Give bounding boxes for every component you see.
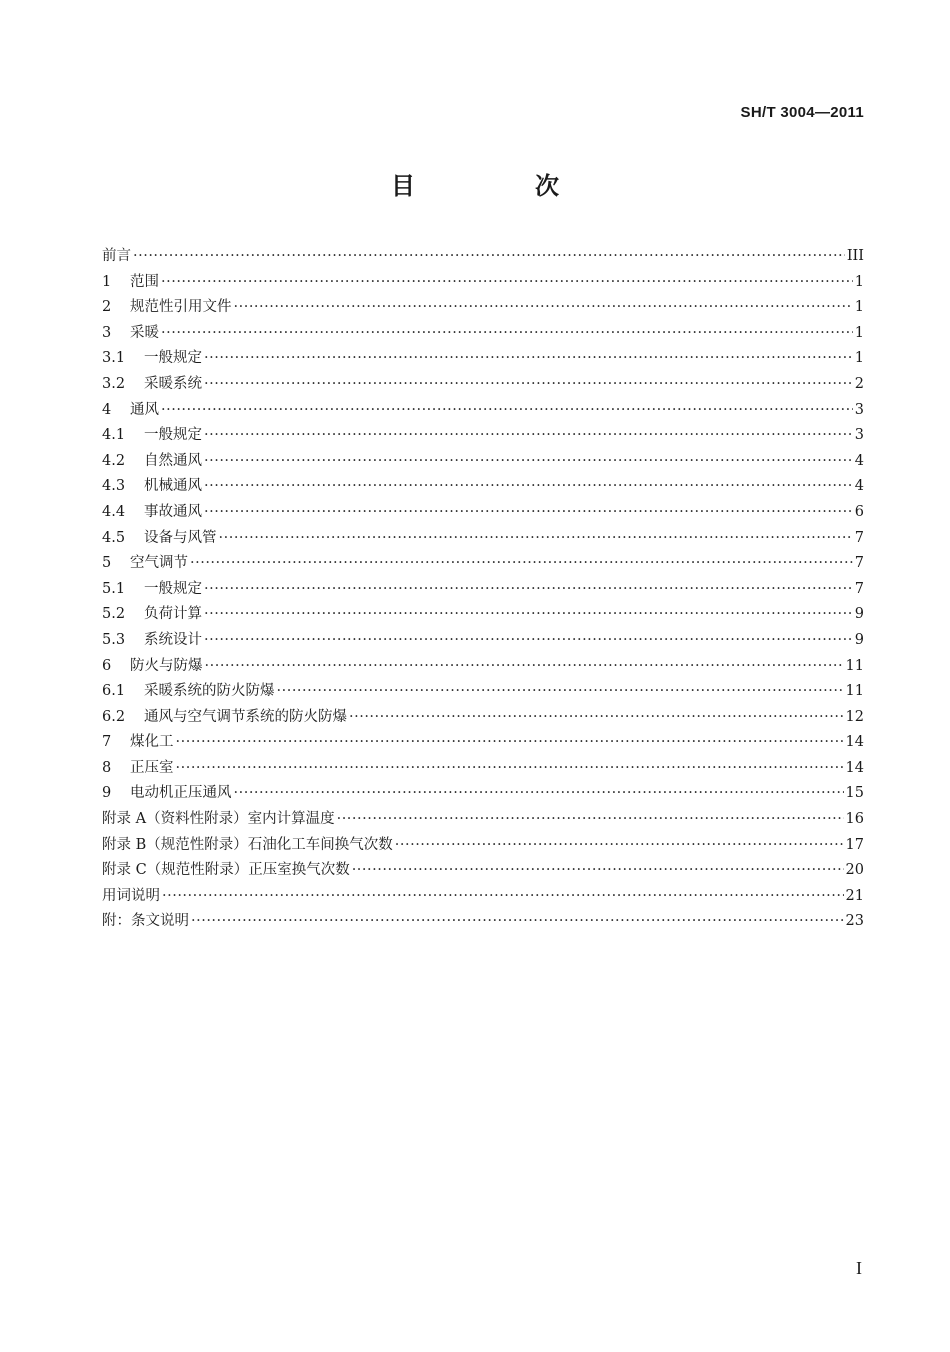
toc-entry[interactable]	[102, 372, 864, 398]
standard-code: SH/T 3004—2011	[740, 104, 864, 121]
toc-entry-number: 7	[102, 734, 112, 751]
toc-entry-number: 2	[102, 299, 112, 316]
toc-entry[interactable]	[102, 858, 864, 884]
toc-leader	[161, 274, 853, 290]
toc-entry[interactable]	[102, 474, 864, 500]
toc-entry-number: 3.2	[102, 375, 126, 392]
toc-entry-title: 负荷计算	[144, 606, 202, 623]
toc-entry-number: 4.4	[102, 503, 126, 520]
toc-leader	[234, 299, 853, 315]
toc-entry-title: 附：条文说明	[102, 913, 189, 930]
toc-entry-page: 9	[854, 631, 864, 648]
toc-entry-title: 正压室	[130, 759, 174, 776]
toc-leader	[234, 785, 844, 801]
toc-entry-page: 15	[845, 785, 864, 802]
toc-entry-number: 5.3	[102, 631, 126, 648]
toc-leader	[204, 453, 853, 469]
toc-entry-title: 机械通风	[144, 478, 202, 495]
toc-entry[interactable]	[102, 654, 864, 680]
toc-entry-number: 6.2	[102, 708, 126, 725]
toc-entry-number: 4.2	[102, 452, 126, 469]
toc-leader	[205, 658, 844, 674]
toc-entry-title: 附录 B（规范性附录）石油化工车间换气次数	[102, 836, 393, 853]
toc-entry-page: 23	[845, 913, 864, 930]
table-of-contents	[102, 244, 864, 935]
toc-entry-page: 14	[845, 759, 864, 776]
toc-entry-title: 一般规定	[144, 580, 202, 597]
toc-leader	[204, 350, 853, 366]
toc-entry-number: 8	[102, 759, 112, 776]
page-number: I	[856, 1258, 862, 1278]
toc-entry-title: 一般规定	[144, 350, 202, 367]
toc-leader	[191, 913, 844, 929]
toc-entry-page: 3	[854, 427, 864, 444]
toc-entry-page: III	[846, 248, 864, 264]
toc-leader	[352, 862, 844, 878]
toc-entry[interactable]	[102, 909, 864, 935]
toc-leader	[176, 734, 844, 750]
toc-entry-title: 通风与空气调节系统的防火防爆	[144, 708, 347, 725]
toc-entry[interactable]	[102, 577, 864, 603]
toc-entry-number: 5.2	[102, 606, 126, 623]
toc-entry-page: 20	[845, 862, 864, 879]
toc-entry[interactable]	[102, 705, 864, 731]
toc-entry[interactable]	[102, 244, 864, 270]
toc-entry[interactable]	[102, 781, 864, 807]
toc-leader	[395, 837, 844, 853]
toc-entry[interactable]	[102, 628, 864, 654]
toc-entry-title: 通风	[130, 401, 159, 418]
toc-entry-page: 4	[854, 452, 864, 469]
toc-entry-page: 14	[845, 734, 864, 751]
toc-entry-title: 电动机正压通风	[130, 785, 232, 802]
toc-leader	[204, 504, 853, 520]
toc-entry[interactable]	[102, 270, 864, 296]
toc-entry[interactable]	[102, 449, 864, 475]
toc-entry-page: 2	[854, 375, 864, 392]
toc-entry-number: 6.1	[102, 683, 126, 700]
toc-leader	[176, 760, 844, 776]
toc-entry-number: 3.1	[102, 350, 126, 367]
toc-entry-title: 附录 C（规范性附录）正压室换气次数	[102, 862, 350, 879]
toc-entry-page: 12	[845, 708, 864, 725]
toc-entry[interactable]	[102, 295, 864, 321]
toc-entry-title: 附录 A（资料性附录）室内计算温度	[102, 811, 335, 828]
toc-entry-number: 5	[102, 555, 112, 572]
toc-entry-page: 7	[854, 529, 864, 546]
toc-leader	[349, 709, 844, 725]
toc-entry-title: 空气调节	[130, 555, 188, 572]
toc-entry-title: 采暖系统的防火防爆	[144, 683, 275, 700]
toc-entry-number: 1	[102, 273, 112, 290]
toc-entry[interactable]	[102, 884, 864, 910]
toc-leader	[161, 325, 853, 341]
toc-entry-page: 7	[854, 580, 864, 597]
toc-entry-page: 9	[854, 606, 864, 623]
toc-entry[interactable]	[102, 551, 864, 577]
toc-leader	[204, 427, 853, 443]
toc-entry-page: 7	[854, 555, 864, 572]
toc-entry[interactable]	[102, 321, 864, 347]
toc-leader	[219, 530, 853, 546]
toc-entry-page: 1	[854, 324, 864, 341]
toc-entry-title: 煤化工	[130, 734, 174, 751]
toc-entry-page: 17	[845, 836, 864, 853]
toc-entry-page: 11	[845, 683, 864, 700]
toc-entry-number: 6	[102, 657, 112, 674]
toc-leader	[133, 248, 845, 264]
toc-entry-number: 5.1	[102, 580, 126, 597]
toc-leader	[204, 581, 853, 597]
toc-entry-number: 4.1	[102, 427, 126, 444]
toc-entry[interactable]	[102, 526, 864, 552]
toc-entry-title: 一般规定	[144, 427, 202, 444]
toc-leader	[204, 376, 853, 392]
toc-entry-page: 6	[854, 503, 864, 520]
toc-entry-title: 防火与防爆	[130, 657, 203, 674]
toc-entry-title: 前言	[102, 248, 131, 264]
page-title: 目 次	[391, 172, 607, 200]
toc-entry-number: 4	[102, 401, 112, 418]
toc-entry[interactable]	[102, 346, 864, 372]
toc-entry-title: 采暖系统	[144, 375, 202, 392]
toc-entry-title: 采暖	[130, 324, 159, 341]
toc-entry[interactable]	[102, 807, 864, 833]
toc-entry-title: 用词说明	[102, 887, 160, 904]
toc-entry[interactable]	[102, 833, 864, 859]
toc-entry-number: 9	[102, 785, 112, 802]
toc-entry-title: 设备与风管	[144, 529, 217, 546]
toc-entry[interactable]	[102, 730, 864, 756]
toc-entry-page: 3	[854, 401, 864, 418]
toc-entry[interactable]	[102, 398, 864, 424]
toc-entry-title: 自然通风	[144, 452, 202, 469]
toc-entry-number: 4.5	[102, 529, 126, 546]
toc-leader	[204, 632, 853, 648]
toc-entry-page: 1	[854, 299, 864, 316]
toc-leader	[204, 478, 853, 494]
toc-entry-number: 3	[102, 324, 112, 341]
toc-leader	[161, 402, 853, 418]
toc-entry[interactable]	[102, 602, 864, 628]
toc-leader	[277, 683, 844, 699]
toc-entry-page: 1	[854, 273, 864, 290]
toc-entry-page: 21	[845, 887, 864, 904]
toc-entry-number: 4.3	[102, 478, 126, 495]
toc-entry-page: 16	[845, 811, 864, 828]
toc-entry-title: 规范性引用文件	[130, 299, 232, 316]
toc-entry[interactable]	[102, 423, 864, 449]
toc-leader	[162, 888, 844, 904]
toc-leader	[337, 811, 844, 827]
toc-leader	[190, 555, 853, 571]
toc-entry-page: 4	[854, 478, 864, 495]
toc-entry-title: 范围	[130, 273, 159, 290]
toc-entry-page: 1	[854, 350, 864, 367]
toc-leader	[204, 606, 853, 622]
toc-entry[interactable]	[102, 500, 864, 526]
toc-entry[interactable]	[102, 756, 864, 782]
toc-entry-page: 11	[845, 657, 864, 674]
toc-entry[interactable]	[102, 679, 864, 705]
toc-entry-title: 事故通风	[144, 503, 202, 520]
toc-entry-title: 系统设计	[144, 631, 202, 648]
